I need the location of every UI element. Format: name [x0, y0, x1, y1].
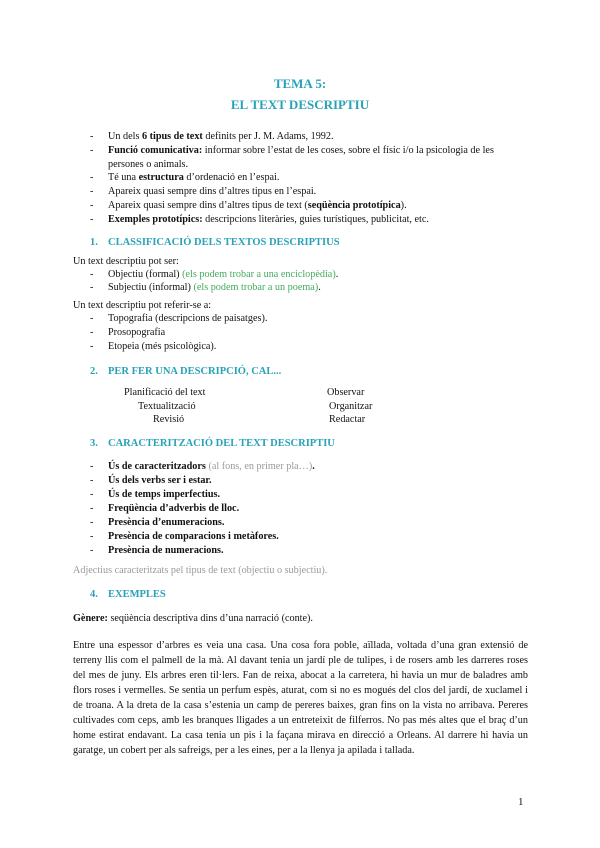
section-2-heading: 2. PER FER UNA DESCRIPCIÓ, CAL...	[90, 366, 282, 377]
step-planning: Planificació del text	[124, 387, 206, 398]
section-1-item-subjective: Subjectiu (informal) (els podem trobar a un poema).	[108, 282, 321, 293]
section-3-heading: 3. CARACTERITZACIÓ DEL TEXT DESCRIPTIU	[90, 438, 335, 449]
step-observe: Observar	[327, 387, 365, 398]
section-1-heading: 1. CLASSIFICACIÓ DELS TEXTOS DESCRIPTIUS	[90, 237, 340, 248]
intro-item-2: Funció comunicativa: informar sobre l’estat de les coses, sobre el físic i/o la psicologia de les persones o animals.	[108, 145, 494, 170]
section-1-item-etopeia: Etopeia (més psicològica).	[108, 341, 217, 352]
bullet-dash: -	[90, 172, 94, 183]
bullet-dash: -	[90, 545, 94, 556]
feature-verbs: Ús dels verbs ser i estar.	[108, 475, 212, 486]
bullet-dash: -	[90, 517, 94, 528]
step-revision: Revisió	[153, 414, 185, 425]
feature-comparisons: Presència de comparacions i metàfores.	[108, 531, 279, 542]
section-3-note: Adjectius caracteritzats pel tipus de text (objectiu o subjectiu).	[73, 565, 328, 576]
genre-line: Gènere: seqüència descriptiva dins d’una narració (conte).	[73, 613, 313, 624]
example-paragraph: Entre una espessor d’arbres es veia una casa. Una cosa fora poble, aïllada, voltada d’una gran extensió de terreny llis com el palmell de la mà. Al davant tenia un jardí ple de tulipes, i de rosers amb les darreres roses del mes de juny. Els arbres eren til·lers. Fan de reixa, abocat a la carretera, hi havia un mur de baladres amb flors roses i vermelles. Se sentia un perfum espès, aturat, com si no es mogués del clos del jardí, de xuclamel i de troana. A la dreta de la casa s’estenia un camp de pereres baixes, gran fins on la vista no arribava. Pereres cultivades com ceps, amb les branques lligades a un entreteixit de filferros. No pas més altes que el braç d’un home estirat endavant. La casa tenia un pis i la façana mirava en direcció a Orleans. Al darrere hi havia un garatge, un cobert per als safreigs, per a les eines, per a la llenya ja apilada i tallada.	[73, 640, 528, 756]
bullet-dash: -	[90, 475, 94, 486]
bullet-dash: -	[90, 461, 94, 472]
bullet-dash: -	[90, 327, 94, 338]
feature-enumerations: Presència d’enumeracions.	[108, 517, 225, 528]
bullet-dash: -	[90, 503, 94, 514]
section-1-item-topografia: Topografia (descripcions de paisatges).	[108, 313, 268, 324]
bullet-dash: -	[90, 313, 94, 324]
step-textualization: Textualització	[138, 401, 196, 412]
step-write: Redactar	[329, 414, 366, 425]
section-1-item-objective: Objectiu (formal) (els podem trobar a una enciclopèdia).	[108, 269, 339, 280]
intro-item-4: Apareix quasi sempre dins d’altres tipus en l’espai.	[108, 186, 317, 197]
bullet-dash: -	[90, 200, 94, 211]
intro-item-3: Té una estructura d’ordenació en l’espai.	[108, 172, 280, 183]
bullet-dash: -	[90, 131, 94, 142]
section-1-lead-2: Un text descriptiu pot referir-se a:	[73, 300, 212, 311]
bullet-dash: -	[90, 269, 94, 280]
bullet-dash: -	[90, 186, 94, 197]
section-1-lead-1: Un text descriptiu pot ser:	[73, 256, 179, 267]
bullet-dash: -	[90, 282, 94, 293]
bullet-dash: -	[90, 145, 94, 156]
intro-item-1: Un dels 6 tipus de text definits per J. M. Adams, 1992.	[108, 131, 334, 142]
feature-characterizers: Ús de caracteritzadors (al fons, en primer pla…).	[108, 461, 315, 472]
bullet-dash: -	[90, 531, 94, 542]
feature-tenses: Ús de temps imperfectius.	[108, 489, 221, 500]
bullet-dash: -	[90, 214, 94, 225]
page-number: 1	[518, 796, 524, 808]
intro-item-5: Apareix quasi sempre dins d’altres tipus de text (seqüència prototípica).	[108, 200, 407, 211]
feature-adverbs: Freqüència d’adverbis de lloc.	[108, 503, 240, 514]
step-organize: Organitzar	[329, 401, 373, 412]
bullet-dash: -	[90, 341, 94, 352]
title-line-2: EL TEXT DESCRIPTIU	[230, 97, 370, 112]
bullet-dash: -	[90, 489, 94, 500]
section-4-heading: 4. EXEMPLES	[90, 589, 166, 600]
title-line-1: TEMA 5:	[273, 76, 327, 91]
section-1-item-prosopografia: Prosopografia	[108, 327, 166, 338]
intro-item-6: Exemples prototípics: descripcions literàries, guies turístiques, publicitat, etc.	[108, 214, 429, 225]
feature-numerations: Presència de numeracions.	[108, 545, 224, 556]
